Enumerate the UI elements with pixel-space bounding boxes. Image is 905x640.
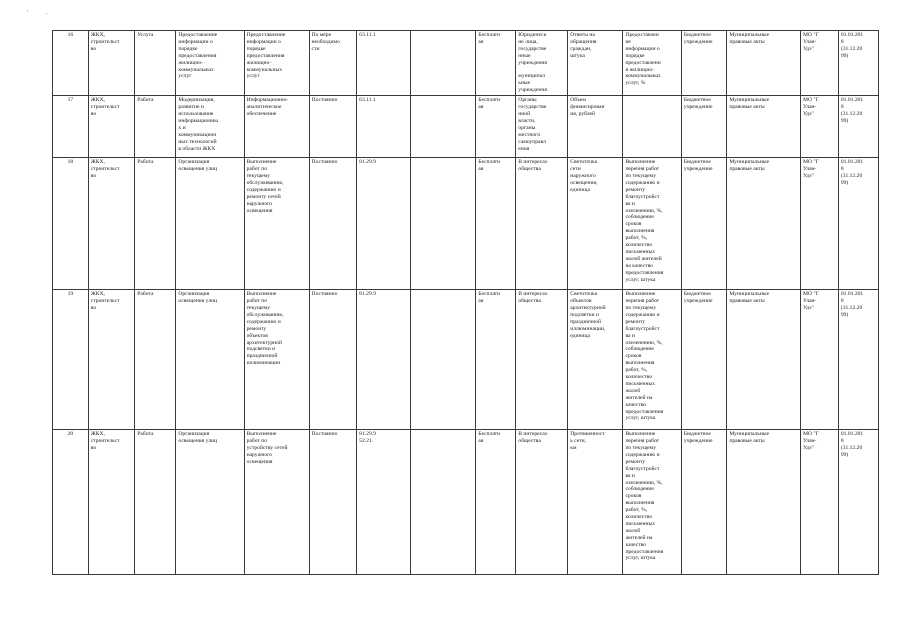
volume-indicator-cell: Светоточка объектов архитектурной подсветки и праздничной иллюминации, единица [568,290,623,430]
founder-cell: МО "Г Улан- Удэ" [800,290,838,430]
service-recipients-cell: В интересах общества [516,430,568,575]
payment-type-cell: Бесплатн ая [476,96,516,158]
row-number-cell: 18 [53,158,89,290]
legal-acts-cell: Муниципальные правовые акты [727,430,801,575]
okved-code-cell: 81.29.9 [357,158,411,290]
validity-dates-cell: 01.01.201 8 (31.12.20 99) [838,430,878,575]
volume-indicator-cell: Ответы на обращения граждан, штука [568,31,623,96]
activity-sphere-cell: ЖКХ, строительст во [88,158,135,290]
service-content-cell: Выполнение работ по текущему обслуживанию, содержанию и ремонту объектов архитектурной подсветки и праздничной иллюминации [244,290,309,430]
founder-cell: МО "Г Улан- Удэ" [800,158,838,290]
service-recipients-cell: Юридическ ие лица, государстве нные учреждения муниципал ьные учреждения [516,31,568,96]
activity-sphere-cell: ЖКХ, строительст во [88,430,135,575]
legal-acts-cell: Муниципальные правовые акты [727,96,801,158]
validity-dates-cell: 01.01.201 8 (31.12.20 99) [838,96,878,158]
payment-type-cell: Бесплатн ая [476,430,516,575]
service-recipients-cell: В интересах общества [516,290,568,430]
service-content-cell: Выполнение работ по устройству сетей наружного освещения [244,430,309,575]
payment-type-cell: Бесплатн ая [476,31,516,96]
empty-cell-cell [411,430,476,575]
row-number-cell: 19 [53,290,89,430]
service-type-cell: Услуга [135,31,176,96]
service-name-cell: Организация освещения улиц [176,158,244,290]
okved-code-cell: 63.11.1 [357,31,411,96]
service-name-cell: Предоставление информации о порядке предоставления жилищно- коммунальных услуг [176,31,244,96]
validity-dates-cell: 01.01.201 8 (31.12.20 99) [838,158,878,290]
service-period-cell: Постоянно [309,430,357,575]
institution-type-cell: Бюджетное учреждение [681,96,726,158]
legal-acts-cell: Муниципальные правовые акты [727,31,801,96]
institution-type-cell: Бюджетное учреждение [681,430,726,575]
empty-cell-cell [411,31,476,96]
table-row [53,158,879,290]
service-name-cell: Модернизация, развитие и использование информационны х и коммуникацион ных технологий в области ЖКХ [176,96,244,158]
service-type-cell: Работа [135,430,176,575]
row-number-cell: 17 [53,96,89,158]
table-row [53,96,879,158]
volume-indicator-cell: Светоточка сети наружного освещения, единица [568,158,623,290]
row-number-cell: 20 [53,430,89,575]
validity-dates-cell: 01.01.201 8 (31.12.20 99) [838,31,878,96]
row-number-cell: 16 [53,31,89,96]
volume-indicator-cell: Объем финансирован ия, рублей [568,96,623,158]
table-row [53,31,879,96]
activity-sphere-cell: ЖКХ, строительст во [88,96,135,158]
service-period-cell: Постоянно [309,96,357,158]
empty-cell-cell [411,290,476,430]
institution-type-cell: Бюджетное учреждение [681,290,726,430]
quality-indicator-cell: Выполнение перечня работ по текущему содержанию и ремонту благоустройст ва и озеленению, %, соблюдение сроков выполнения работ, %, количество письменных жалоб жителей на качество предоставления услуг, штука [623,158,681,290]
service-content-cell: Выполнение работ по текущему обслуживанию, содержанию и ремонту сетей наружного освещения [244,158,309,290]
founder-cell: МО "Г Улан- Удэ" [800,96,838,158]
services-register-table [52,30,879,575]
payment-type-cell: Бесплатн ая [476,290,516,430]
quality-indicator-cell: Выполнение перечня работ по текущему содержанию и ремонту благоустройст ва и озеленению, %, соблюдение сроков выполнения работ, %, количество письменных жалоб жителей на качество предоставления услуг, штука [623,290,681,430]
okved-code-cell: 81.29.9 [357,290,411,430]
founder-cell: МО "Г Улан- Удэ" [800,31,838,96]
activity-sphere-cell: ЖКХ, строительст во [88,31,135,96]
quality-indicator-cell: Выполнение перечня работ по текущему содержанию и ремонту благоустройст ва и озеленению, %, соблюдение сроков выполнения работ, %, количество письменных жалоб жителей на качество предоставления услуг, штука [623,430,681,575]
activity-sphere-cell: ЖКХ, строительст во [88,290,135,430]
page-mark: . [46,10,48,16]
register-rows [53,31,879,575]
institution-type-cell: Бюджетное учреждение [681,158,726,290]
okved-code-cell: 63.11.1 [357,96,411,158]
service-period-cell: Постоянно [309,290,357,430]
empty-cell-cell [411,96,476,158]
founder-cell: МО "Г Улан- Удэ" [800,430,838,575]
quality-indicator-cell: Предоставлен ие информации о порядке предоставлени я жилищно- коммунальных услуг, % [623,31,681,96]
service-name-cell: Организация освещения улиц [176,290,244,430]
service-recipients-cell: В интересах общества [516,158,568,290]
empty-cell-cell [411,158,476,290]
service-name-cell: Организация освещения улиц [176,430,244,575]
quality-indicator-cell [623,96,681,158]
table-row [53,290,879,430]
service-type-cell: Работа [135,290,176,430]
legal-acts-cell: Муниципальные правовые акты [727,290,801,430]
service-period-cell: По мере необходимо сти [309,31,357,96]
legal-acts-cell: Муниципальные правовые акты [727,158,801,290]
service-period-cell: Постоянно [309,158,357,290]
service-type-cell: Работа [135,96,176,158]
table-row [53,430,879,575]
service-recipients-cell: Органы государстве нной власти, органы местного самоуправл ения [516,96,568,158]
institution-type-cell: Бюджетное учреждение [681,31,726,96]
volume-indicator-cell: Протяженност ь сети, км [568,430,623,575]
service-type-cell: Работа [135,158,176,290]
validity-dates-cell: 01.01.201 8 (31.12.20 99) [838,290,878,430]
service-content-cell: Предоставление информации о порядке предоставления жилищно- коммунальных услуг [244,31,309,96]
payment-type-cell: Бесплатн ая [476,158,516,290]
page-mark: ' [27,10,29,16]
okved-code-cell: 81.29.9 52.21. [357,430,411,575]
service-content-cell: Информационно- аналитическое обеспечение [244,96,309,158]
